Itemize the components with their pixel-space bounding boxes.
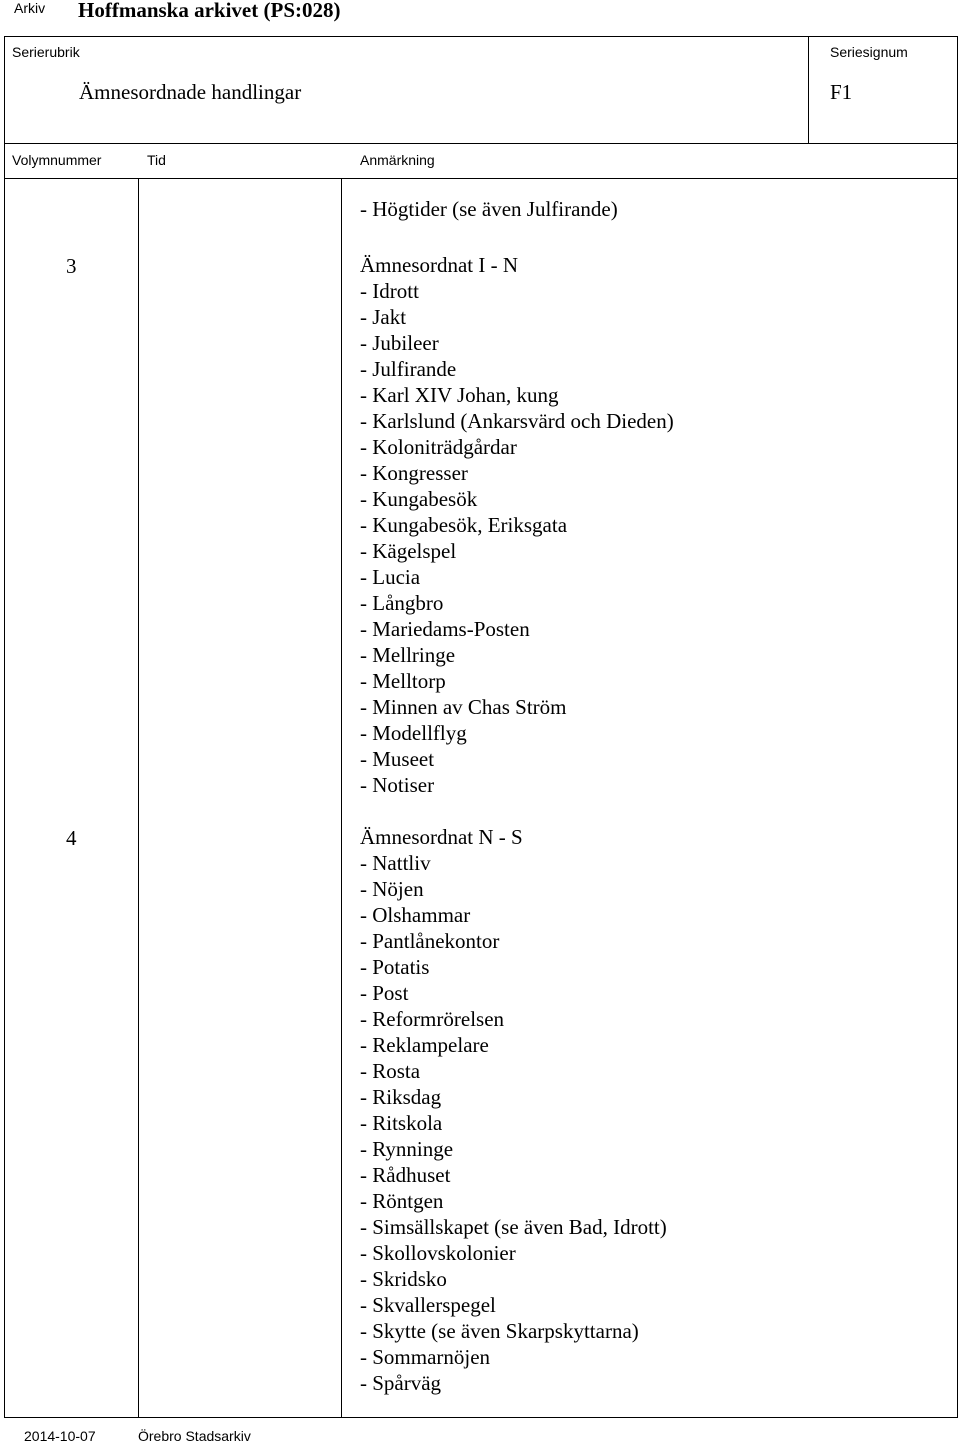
notes-column bbox=[360, 196, 940, 1396]
note-line: - Mariedams-Posten bbox=[360, 617, 530, 641]
note-line: - Melltorp bbox=[360, 669, 446, 693]
note-line: - Potatis bbox=[360, 955, 430, 979]
note-line: - Museet bbox=[360, 747, 435, 771]
volume-column-divider bbox=[138, 178, 139, 1418]
series-heading-value: Ämnesordnade handlingar bbox=[79, 80, 302, 104]
note-line: - Kungabesök bbox=[360, 487, 478, 511]
frame-right-line bbox=[957, 36, 958, 1418]
note-line: - Pantlånekontor bbox=[360, 929, 500, 953]
note-line: - Post bbox=[360, 981, 409, 1005]
note-line: - Ritskola bbox=[360, 1111, 443, 1135]
note-line: - Simsällskapet (se även Bad, Idrott) bbox=[360, 1215, 667, 1239]
frame-left-line bbox=[4, 36, 5, 1418]
note-line: - Rosta bbox=[360, 1059, 421, 1083]
volume-number: 4 bbox=[66, 826, 77, 850]
note-line: - Rådhuset bbox=[360, 1163, 451, 1187]
archive-title: Hoffmanska arkivet (PS:028) bbox=[78, 0, 341, 22]
volume-number: 3 bbox=[66, 254, 77, 278]
note-line: - Nöjen bbox=[360, 877, 424, 901]
frame-top-line bbox=[4, 36, 958, 37]
column-header-volume: Volymnummer bbox=[12, 152, 102, 168]
note-line: - Rynninge bbox=[360, 1137, 454, 1161]
archive-label: Arkiv bbox=[14, 0, 46, 16]
note-line: - Röntgen bbox=[360, 1189, 444, 1213]
note-line: - Karl XIV Johan, kung bbox=[360, 383, 559, 407]
frame-bottom-line bbox=[4, 1417, 958, 1418]
note-line: - Kägelspel bbox=[360, 539, 457, 563]
note-line: - Jubileer bbox=[360, 331, 439, 355]
note-line: - Olshammar bbox=[360, 903, 471, 927]
note-line: - Minnen av Chas Ström bbox=[360, 695, 567, 719]
note-line: - Reformrörelsen bbox=[360, 1007, 505, 1031]
note-line: - Kungabesök, Eriksgata bbox=[360, 513, 568, 537]
frame-column-header-divider bbox=[4, 178, 958, 179]
note-line: - Skytte (se även Skarpskyttarna) bbox=[360, 1319, 639, 1343]
frame-header-divider bbox=[4, 143, 958, 144]
note-line: - Sommarnöjen bbox=[360, 1345, 491, 1369]
volume-title: Ämnesordnat N - S bbox=[360, 825, 523, 849]
note-line: - Karlslund (Ankarsvärd och Dieden) bbox=[360, 409, 674, 433]
note-line: - Riksdag bbox=[360, 1085, 442, 1109]
note-line: - Skridsko bbox=[360, 1267, 447, 1291]
note-line: - Jakt bbox=[360, 305, 407, 329]
note-line: - Långbro bbox=[360, 591, 444, 615]
note-line: - Koloniträdgårdar bbox=[360, 435, 517, 459]
note-line: - Julfirande bbox=[360, 357, 457, 381]
note-line: - Nattliv bbox=[360, 851, 431, 875]
series-signum-value: F1 bbox=[830, 80, 853, 104]
note-line: - Mellringe bbox=[360, 643, 456, 667]
series-signum-divider bbox=[808, 36, 809, 144]
series-heading-label: Serierubrik bbox=[12, 44, 80, 60]
note-line: - Högtider (se även Julfirande) bbox=[360, 197, 618, 221]
note-line: - Lucia bbox=[360, 565, 421, 589]
note-line: - Kongresser bbox=[360, 461, 468, 485]
note-line: - Idrott bbox=[360, 279, 419, 303]
note-line: - Spårväg bbox=[360, 1371, 442, 1395]
footer-date: 2014-10-07 bbox=[24, 1428, 96, 1444]
note-line: - Skollovskolonier bbox=[360, 1241, 516, 1265]
footer-archive-name: Örebro Stadsarkiv bbox=[138, 1428, 251, 1444]
time-column-divider bbox=[341, 178, 342, 1418]
note-line: - Notiser bbox=[360, 773, 435, 797]
note-line: - Reklampelare bbox=[360, 1033, 489, 1057]
volume-title: Ämnesordnat I - N bbox=[360, 253, 519, 277]
series-signum-label: Seriesignum bbox=[830, 44, 908, 60]
column-header-time: Tid bbox=[147, 152, 166, 168]
note-line: - Skvallerspegel bbox=[360, 1293, 496, 1317]
note-line: - Modellflyg bbox=[360, 721, 467, 745]
column-header-note: Anmärkning bbox=[360, 152, 435, 168]
